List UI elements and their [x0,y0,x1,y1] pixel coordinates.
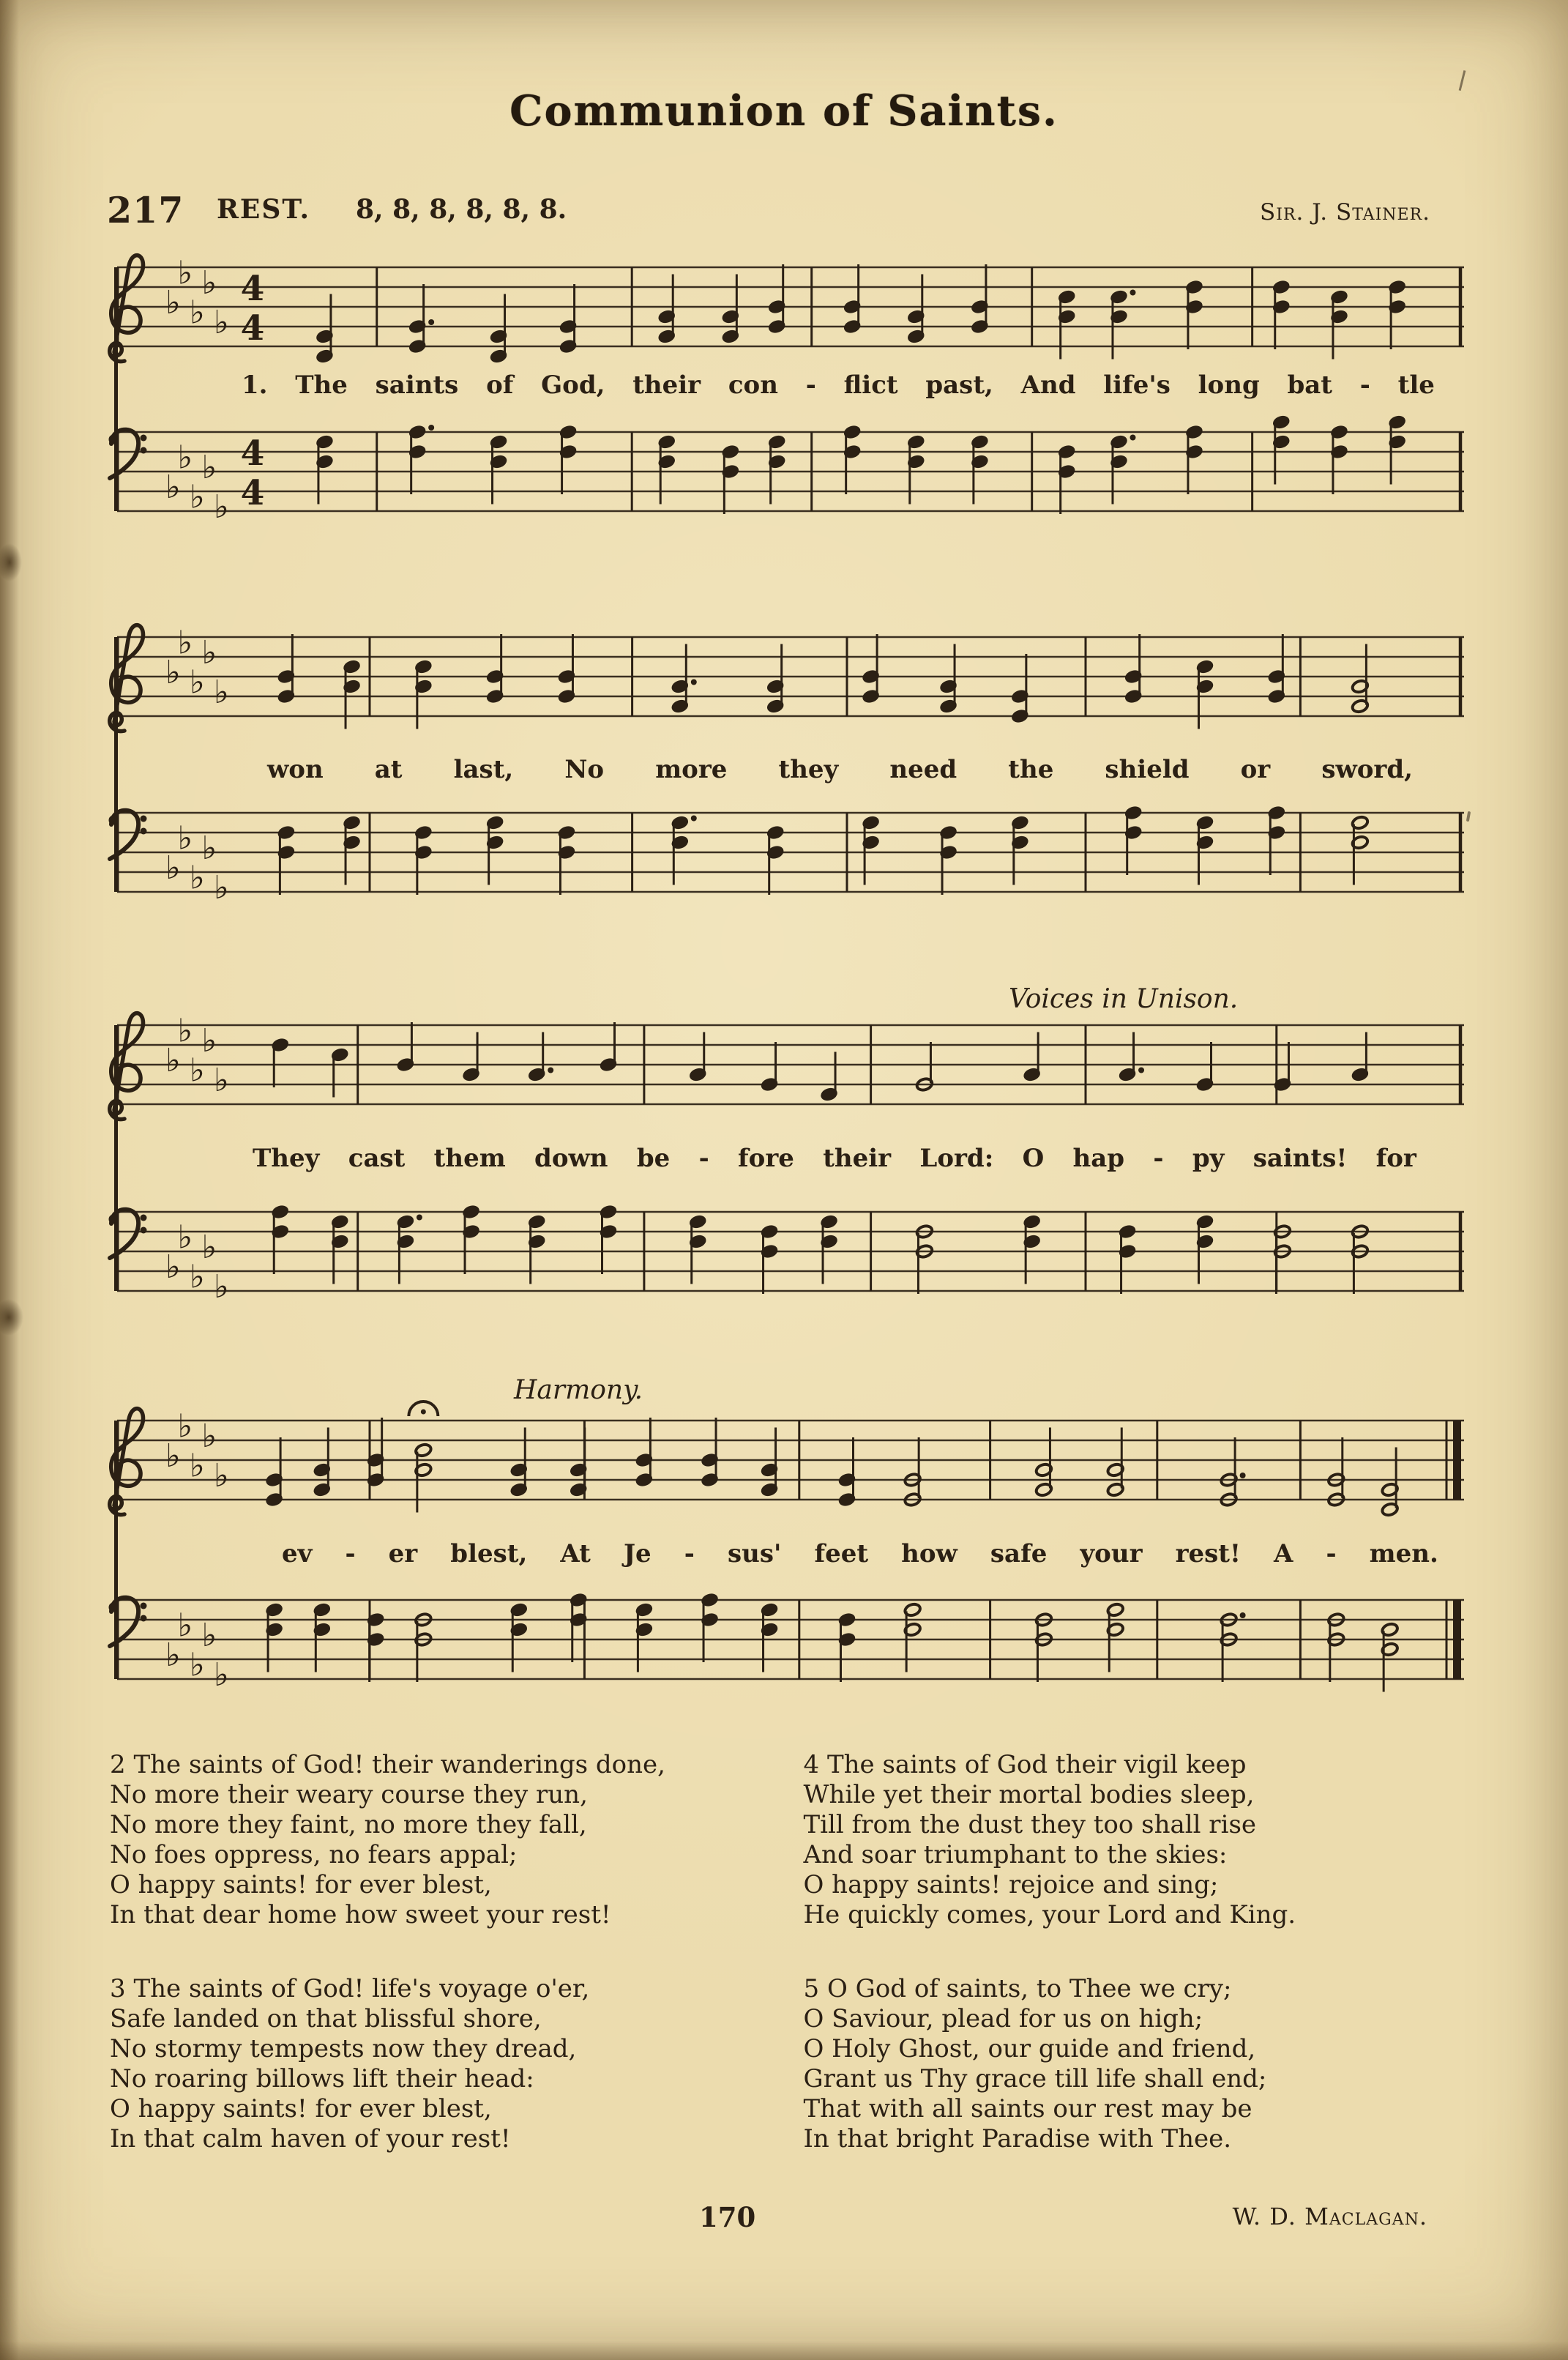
lyric-word: them [433,1144,506,1173]
lyric-word: They [253,1144,320,1173]
page-edge-shadow [0,0,19,2360]
svg-text:♭: ♭ [165,1042,181,1079]
lyric-word: more [655,755,728,784]
bass-staff [102,1578,1479,1735]
lyric-word: cast [348,1144,406,1173]
verse-line: In that calm haven of your rest! [110,2124,511,2154]
svg-text:♭: ♭ [165,469,181,506]
svg-text:♭: ♭ [214,1656,229,1694]
hymn-number: 217 [107,189,184,231]
lyric-word: Lord: [919,1144,994,1173]
verse-column-left [110,1750,778,2198]
verse-line: Safe landed on that blissful shore, [110,2004,542,2033]
svg-text:♭: ♭ [214,869,229,907]
svg-text:♭: ♭ [190,859,205,897]
svg-text:♭: ♭ [165,1437,181,1475]
verse-line: No foes oppress, no fears appal; [110,1840,518,1869]
svg-text:♭: ♭ [201,1418,217,1455]
lyric-line [242,366,1435,404]
verse-line: No stormy tempests now they dread, [110,2034,577,2063]
lyric-word: - [345,1539,356,1568]
svg-text:4: 4 [240,433,265,474]
verse-line: No more they faint, no more they fall, [110,1810,587,1839]
verse-2 [110,1750,778,1930]
hymn-meter: 8, 8, 8, 8, 8, 8. [356,194,567,225]
verse-line: O happy saints! for ever blest, [110,1870,492,1899]
svg-text:♭: ♭ [201,449,217,486]
svg-text:4: 4 [240,269,265,309]
verse-line: 2 The saints of God! their wanderings done, [110,1750,665,1779]
lyric-word: sword, [1321,755,1413,784]
lyric-word: past, [925,371,993,400]
bass-staff [102,791,1479,948]
verse-5 [804,1974,1472,2154]
lyric-word: bat [1287,371,1332,400]
composer-credit: Sir. J. Stainer. [1260,199,1430,226]
lyric-word: for [1375,1144,1416,1173]
page-number: 170 [699,2201,756,2233]
verse-line: Grant us Thy grace till life shall end; [803,2064,1267,2093]
lyric-word: And [1020,371,1076,400]
svg-text:♭: ♭ [214,1062,229,1099]
svg-text:♭: ♭ [177,1607,193,1645]
svg-text:♭: ♭ [214,1457,229,1494]
harmony-label: Harmony. [514,1375,643,1405]
lyric-word: at [374,755,403,784]
svg-text:4: 4 [240,473,265,513]
svg-text:♭: ♭ [177,819,193,857]
svg-text:♭: ♭ [177,254,193,292]
lyric-word: they [778,755,839,784]
lyric-word: safe [990,1539,1048,1568]
lyric-word: The [295,371,348,400]
lyric-word: flict [843,371,898,400]
lyric-word: their [632,371,701,400]
verse-line: No roaring billows lift their head: [110,2064,534,2093]
section-title: Communion of Saints. [509,86,1059,135]
verse-line: O happy saints! for ever blest, [110,2094,492,2123]
svg-text:♭: ♭ [190,1258,205,1296]
svg-text:♭: ♭ [190,294,205,332]
lyric-word: fore [738,1144,794,1173]
lyric-word: - [1359,371,1370,400]
svg-text:♭: ♭ [177,1407,193,1445]
svg-text:♭: ♭ [214,1268,229,1306]
lyric-word: life's [1103,371,1171,400]
verse-line: He quickly comes, your Lord and King. [803,1900,1296,1929]
lyric-word: - [1153,1144,1164,1173]
lyric-word: your [1080,1539,1143,1568]
verse-3 [110,1974,778,2154]
verse-line: 3 The saints of God! life's voyage o'er, [110,1974,590,2003]
lyric-word: er [388,1539,418,1568]
lyric-word: saints [375,371,459,400]
lyric-word: be [636,1144,671,1173]
svg-text:♭: ♭ [201,264,217,302]
lyric-word: sus' [727,1539,782,1568]
voices-in-unison-label: Voices in Unison. [1009,984,1239,1014]
bass-staff [102,410,1479,567]
verse-line: O Holy Ghost, our guide and friend, [803,2034,1256,2063]
lyric-line [267,751,1413,789]
lyric-word: feet [814,1539,869,1568]
svg-text:♭: ♭ [190,1646,205,1684]
svg-text:♭: ♭ [177,1012,193,1050]
lyric-line [253,1139,1416,1177]
svg-text:♭: ♭ [190,478,205,516]
lyric-word: rest! [1175,1539,1241,1568]
svg-text:♭: ♭ [201,1022,217,1060]
verse-4 [804,1750,1472,1930]
verse-line: O happy saints! rejoice and sing; [803,1870,1219,1899]
page-smudge [0,1299,23,1336]
svg-text:♭: ♭ [177,624,193,662]
lyric-word: saints! [1252,1144,1348,1173]
lyric-word: how [901,1539,957,1568]
lyric-word: - [805,371,816,400]
treble-staff [102,615,1479,772]
lyric-word: last, [453,755,514,784]
lyric-word: God, [541,371,605,400]
lyric-word: the [1008,755,1054,784]
svg-text:♭: ♭ [214,304,229,341]
svg-text:♭: ♭ [214,488,229,526]
verse-line: In that bright Paradise with Thee. [803,2124,1232,2154]
lyric-word: down [534,1144,608,1173]
verses-section [110,1750,1471,2198]
svg-text:♭: ♭ [214,674,229,711]
svg-text:♭: ♭ [201,1617,217,1654]
svg-text:♭: ♭ [201,1229,217,1266]
lyric-word: At [560,1539,591,1568]
lyric-word: py [1192,1144,1225,1173]
verse-line: 4 The saints of God their vigil keep [803,1750,1247,1779]
lyric-word: tle [1397,371,1435,400]
lyric-word: A [1273,1539,1293,1568]
lyric-word: - [1326,1539,1337,1568]
verse-column-right [804,1750,1472,2198]
svg-text:♭: ♭ [190,1447,205,1485]
lyric-word: need [889,755,957,784]
lyric-word: No [564,755,605,784]
lyric-word: hap [1072,1144,1125,1173]
verse-line: While yet their mortal bodies sleep, [803,1780,1255,1809]
tune-name: REST. [217,194,311,225]
lyric-word: of [486,371,514,400]
svg-text:♭: ♭ [165,1637,181,1674]
lyric-word: ev [282,1539,313,1568]
lyric-word: Je [623,1539,652,1568]
svg-text:♭: ♭ [165,1248,181,1286]
verse-line: That with all saints our rest may be [803,2094,1252,2123]
treble-staff [102,1003,1479,1160]
lyric-word: their [823,1144,892,1173]
svg-text:4: 4 [240,308,265,349]
lyric-word: con [728,371,778,400]
svg-text:♭: ♭ [165,849,181,887]
svg-text:♭: ♭ [177,1218,193,1257]
lyric-word: men. [1369,1539,1438,1568]
svg-text:♭: ♭ [165,284,181,321]
lyric-word: long [1198,371,1260,400]
lyric-word: won [267,755,324,784]
verse-line: No more their weary course they run, [110,1780,588,1809]
lyric-word: shield [1105,755,1190,784]
verse-line: Till from the dust they too shall rise [803,1810,1257,1839]
verse-line: In that dear home how sweet your rest! [110,1900,611,1929]
lyric-word: 1. [242,371,268,400]
svg-text:♭: ♭ [190,663,205,701]
lyric-word: O [1022,1144,1045,1173]
author-credit: W. D. Maclagan. [1232,2203,1427,2230]
svg-text:♭: ♭ [165,654,181,691]
svg-text:♭: ♭ [177,439,193,477]
verse-line: And soar triumphant to the skies: [803,1840,1228,1869]
lyric-word: - [684,1539,695,1568]
page-bottom-shadow [0,2341,1568,2360]
verse-line: O Saviour, plead for us on high; [803,2004,1203,2033]
lyric-word: - [698,1144,709,1173]
svg-text:♭: ♭ [201,634,217,671]
verse-line: 5 O God of saints, to Thee we cry; [803,1974,1232,2003]
lyric-word: blest, [450,1539,528,1568]
svg-text:♭: ♭ [190,1051,205,1090]
lyric-word: or [1240,755,1271,784]
bass-staff [102,1190,1479,1347]
treble-staff [102,1399,1479,1555]
lyric-line [282,1535,1438,1573]
svg-text:♭: ♭ [201,830,217,867]
